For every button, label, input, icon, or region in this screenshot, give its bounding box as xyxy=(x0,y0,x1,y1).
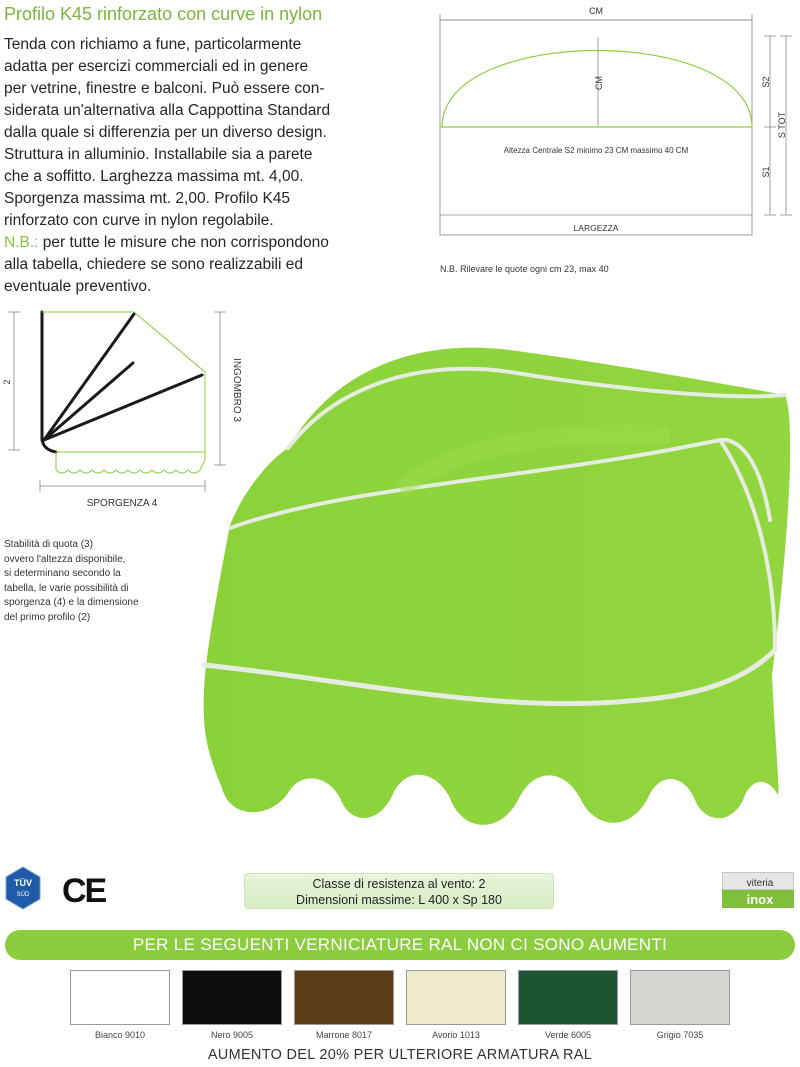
viteria-top-text: viteria xyxy=(746,878,774,889)
footer-note: AUMENTO DEL 20% PER ULTERIORE ARMATURA RAL xyxy=(207,1047,593,1063)
cm-center-label: CM xyxy=(594,76,604,90)
measure-note: N.B. Rilevare le quote ogni cm 23, max 40 xyxy=(440,264,609,274)
ce-mark: CE xyxy=(62,872,106,910)
intro-line: che a soffitto. Larghezza massima mt. 4,00. xyxy=(4,168,304,185)
s1-label: S1 xyxy=(761,166,771,178)
swatch-avorio[interactable] xyxy=(406,970,506,1025)
swatch-nero[interactable] xyxy=(182,970,282,1025)
intro-nb-line xyxy=(4,232,344,254)
tuv-label: TÜV xyxy=(14,878,32,888)
stability-line: tabella, le varie possibilità di xyxy=(4,582,129,594)
swatch-verde[interactable] xyxy=(518,970,618,1025)
ingombro-label: INGOMBRO 3 xyxy=(231,358,242,422)
ral-banner: PER LE SEGUENTI VERNICIATURE RAL NON CI SONO AUMENTI xyxy=(5,930,795,960)
sporgenza-label: SPORGENZA 4 xyxy=(86,498,158,509)
awning-illustration xyxy=(200,320,800,850)
intro-line: siderata un'alternativa alla Cappottina Standard xyxy=(4,102,331,119)
stability-note xyxy=(4,538,204,625)
product-description xyxy=(4,34,344,298)
stability-line: si determinano secondo la xyxy=(4,568,121,579)
swatch-label: Avorio 1013 xyxy=(432,1030,480,1040)
tuv-logo xyxy=(4,866,42,910)
swatch-label: Nero 9005 xyxy=(210,1030,254,1040)
viteria-inox-logo xyxy=(722,872,794,908)
wind-class-text: Classe di resistenza al vento: 2 xyxy=(312,877,486,891)
intro-line: alla tabella, chiedere se sono realizzabili ed xyxy=(4,256,303,273)
nb-text: per tutte le misure che non corrispondono xyxy=(38,234,329,251)
page-title: Profilo K45 rinforzato con curve in nylon xyxy=(4,4,323,24)
swatch-label: Verde 6005 xyxy=(544,1030,592,1040)
swatch-label: Marrone 8017 xyxy=(315,1030,373,1040)
tuv-sub-label: SÜD xyxy=(16,892,30,898)
intro-line: Struttura in alluminio. Installabile sia a parete xyxy=(4,146,313,163)
cm-top-label: CM xyxy=(589,6,603,16)
intro-line: Sporgenza massima mt. 2,00. Profilo K45 xyxy=(4,190,291,207)
intro-line: dalla quale si differenzia per un diverso design. xyxy=(4,124,327,141)
swatch-marrone[interactable] xyxy=(294,970,394,1025)
larghezza-label: LARGEZZA xyxy=(573,223,619,233)
s2-label: S2 xyxy=(761,76,771,88)
stability-line: ovvero l'altezza disponibile, xyxy=(4,553,126,565)
wind-resistance-box xyxy=(244,873,554,909)
stability-line: del primo profilo (2) xyxy=(4,611,91,623)
intro-line: adatta per esercizi commerciali ed in genere xyxy=(4,58,309,75)
swatch-bianco[interactable] xyxy=(70,970,170,1025)
s-tot-label: S TOT xyxy=(777,111,787,139)
swatch-grigio[interactable] xyxy=(630,970,730,1025)
stability-line: sporgenza (4) e la dimensione xyxy=(4,597,139,608)
intro-line: eventuale preventivo. xyxy=(4,278,152,295)
front-dimension-diagram xyxy=(430,0,800,280)
viteria-bottom-text: inox xyxy=(746,892,774,907)
nb-label: N.B.: xyxy=(4,234,39,251)
swatch-label: Bianco 9010 xyxy=(94,1030,146,1040)
intro-line: rinforzato con curve in nylon regolabile. xyxy=(4,212,274,229)
intro-line: Tenda con richiamo a fune, particolarmente xyxy=(4,36,302,53)
swatch-label: Grigio 7035 xyxy=(656,1030,704,1040)
intro-line: per vetrine, finestre e balconi. Può essere con- xyxy=(4,80,325,97)
altezza-centrale-text: Altezza Centrale S2 minimo 23 CM massimo 40 CM xyxy=(503,146,689,155)
dim-2-label: 2 xyxy=(2,379,12,385)
max-dimensions-text: Dimensioni massime: L 400 x Sp 180 xyxy=(296,893,502,907)
stability-line: Stabilità di quota (3) xyxy=(4,539,93,550)
